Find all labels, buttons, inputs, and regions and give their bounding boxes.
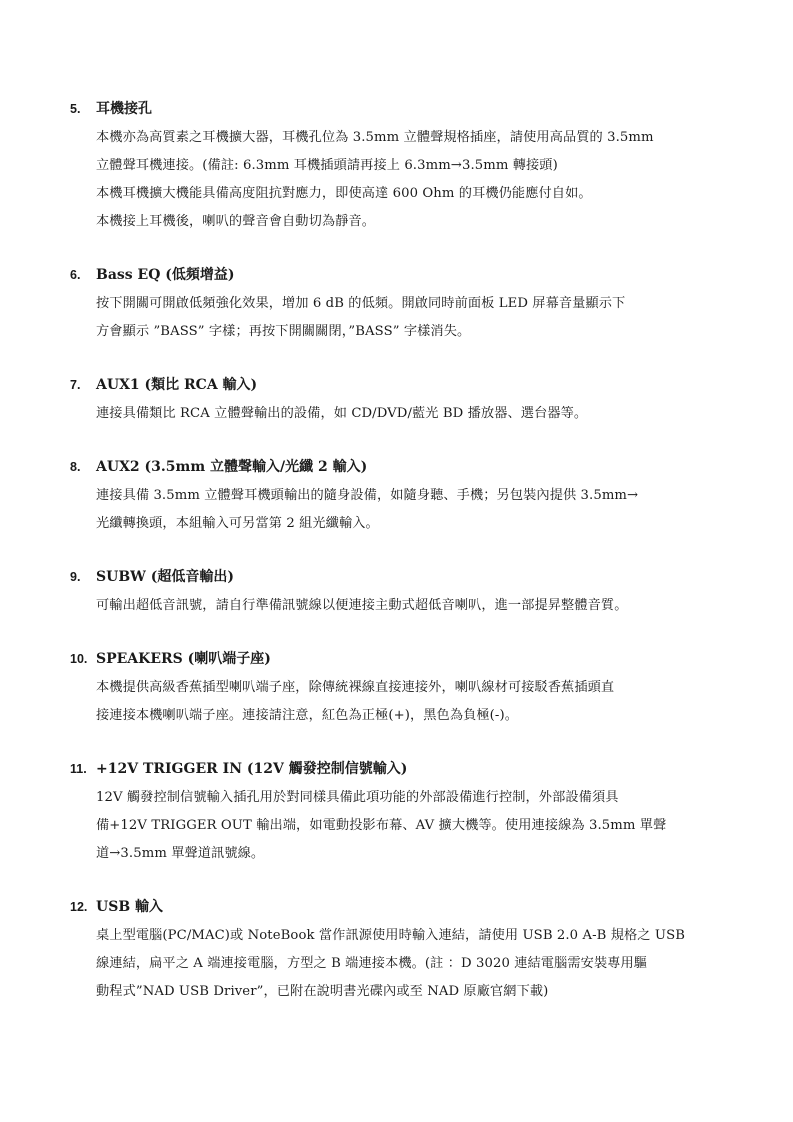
section-subwoofer bbox=[70, 566, 730, 620]
section-body bbox=[96, 124, 730, 236]
section-body bbox=[96, 674, 730, 730]
body-line: 連接具備 3.5mm 立體聲耳機頭輸出的隨身設備，如隨身聽、手機；另包裝內提供 3.5mm→ bbox=[96, 488, 639, 503]
section-title: +12V TRIGGER IN (12V 觸發控制信號輸入) bbox=[96, 761, 408, 777]
section-usb-input bbox=[70, 896, 730, 1006]
section-aux2 bbox=[70, 456, 730, 538]
section-number: 10. bbox=[70, 652, 88, 666]
section-title: AUX1 (類比 RCA 輸入) bbox=[96, 377, 258, 393]
section-bass-eq bbox=[70, 264, 730, 346]
body-line: 線連結，扁平之 A 端連接電腦，方型之 B 端連接本機。(註 ：D 3020 連結電腦需安裝專用驅 bbox=[96, 956, 648, 971]
body-line: 桌上型電腦(PC/MAC)或 NoteBook 當作訊源使用時輸入連結，請使用 USB 2.0 A-B 規格之 USB bbox=[96, 928, 686, 943]
section-headphone-jack bbox=[70, 98, 730, 236]
section-body bbox=[96, 290, 730, 346]
body-line: 道→3.5mm 單聲道訊號線。 bbox=[96, 846, 265, 861]
section-number: 8. bbox=[70, 460, 81, 474]
body-line: 本機耳機擴大機能具備高度阻抗對應力，即使高達 600 Ohm 的耳機仍能應付自如。 bbox=[96, 186, 592, 201]
body-line: 動程式”NAD USB Driver”，已附在說明書光碟內或至 NAD 原廠官網下載) bbox=[96, 984, 549, 999]
section-heading bbox=[70, 896, 730, 918]
section-number: 11. bbox=[70, 762, 87, 776]
section-heading bbox=[70, 456, 730, 478]
section-title: Bass EQ (低頻增益) bbox=[96, 267, 235, 283]
body-line: 本機亦為高質素之耳機擴大器，耳機孔位為 3.5mm 立體聲規格插座，請使用高品質的 3.5mm bbox=[96, 130, 654, 145]
section-number: 9. bbox=[70, 570, 81, 584]
body-line: 接連接本機喇叭端子座。連接請注意，紅色為正極(+)，黑色為負極(-)。 bbox=[96, 708, 519, 723]
body-line: 立體聲耳機連接。(備註: 6.3mm 耳機插頭請再接上 6.3mm→3.5mm 轉接頭) bbox=[96, 158, 558, 173]
section-trigger-in bbox=[70, 758, 730, 868]
section-body bbox=[96, 400, 730, 428]
body-line: 本機提供高級香蕉插型喇叭端子座，除傳統裸線直接連接外，喇叭線材可接駁香蕉插頭直 bbox=[96, 680, 615, 695]
body-line: 光纖轉換頭，本組輸入可另當第 2 組光纖輸入。 bbox=[96, 516, 379, 531]
body-line: 本機接上耳機後，喇叭的聲音會自動切為靜音。 bbox=[96, 214, 376, 229]
section-number: 12. bbox=[70, 900, 88, 914]
section-title: USB 輸入 bbox=[96, 899, 164, 915]
section-title: SPEAKERS (喇叭端子座) bbox=[96, 651, 271, 667]
section-title: 耳機接孔 bbox=[96, 101, 152, 117]
section-heading bbox=[70, 374, 730, 396]
body-line: 方會顯示 ”BASS” 字樣；再按下開關關閉，”BASS” 字樣消失。 bbox=[96, 324, 471, 339]
section-title: AUX2 (3.5mm 立體聲輸入/光纖 2 輸入) bbox=[96, 459, 368, 475]
section-heading bbox=[70, 758, 730, 780]
body-line: 備+12V TRIGGER OUT 輸出端，如電動投影布幕、AV 擴大機等。使用連接線為 3.5mm 單聲 bbox=[96, 818, 667, 833]
section-body bbox=[96, 922, 730, 1006]
section-speakers bbox=[70, 648, 730, 730]
section-heading bbox=[70, 264, 730, 286]
body-line: 12V 觸發控制信號輸入插孔用於對同樣具備此項功能的外部設備進行控制，外部設備須具 bbox=[96, 790, 619, 805]
section-number: 6. bbox=[70, 268, 81, 282]
section-title: SUBW (超低音輸出) bbox=[96, 569, 234, 585]
section-heading bbox=[70, 98, 730, 120]
body-line: 可輸出超低音訊號，請自行準備訊號線以便連接主動式超低音喇叭，進一部提昇整體音質。 bbox=[96, 598, 628, 613]
body-line: 按下開關可開啟低頻強化效果，增加 6 dB 的低頻。開啟同時前面板 LED 屏幕音量顯示下 bbox=[96, 296, 626, 311]
body-line: 連接具備類比 RCA 立體聲輸出的設備，如 CD/DVD/藍光 BD 播放器、選台器等。 bbox=[96, 406, 588, 421]
section-number: 5. bbox=[70, 102, 81, 116]
section-heading bbox=[70, 566, 730, 588]
section-heading bbox=[70, 648, 730, 670]
section-aux1 bbox=[70, 374, 730, 428]
section-body bbox=[96, 482, 730, 538]
section-body bbox=[96, 592, 730, 620]
section-body bbox=[96, 784, 730, 868]
section-number: 7. bbox=[70, 378, 81, 392]
